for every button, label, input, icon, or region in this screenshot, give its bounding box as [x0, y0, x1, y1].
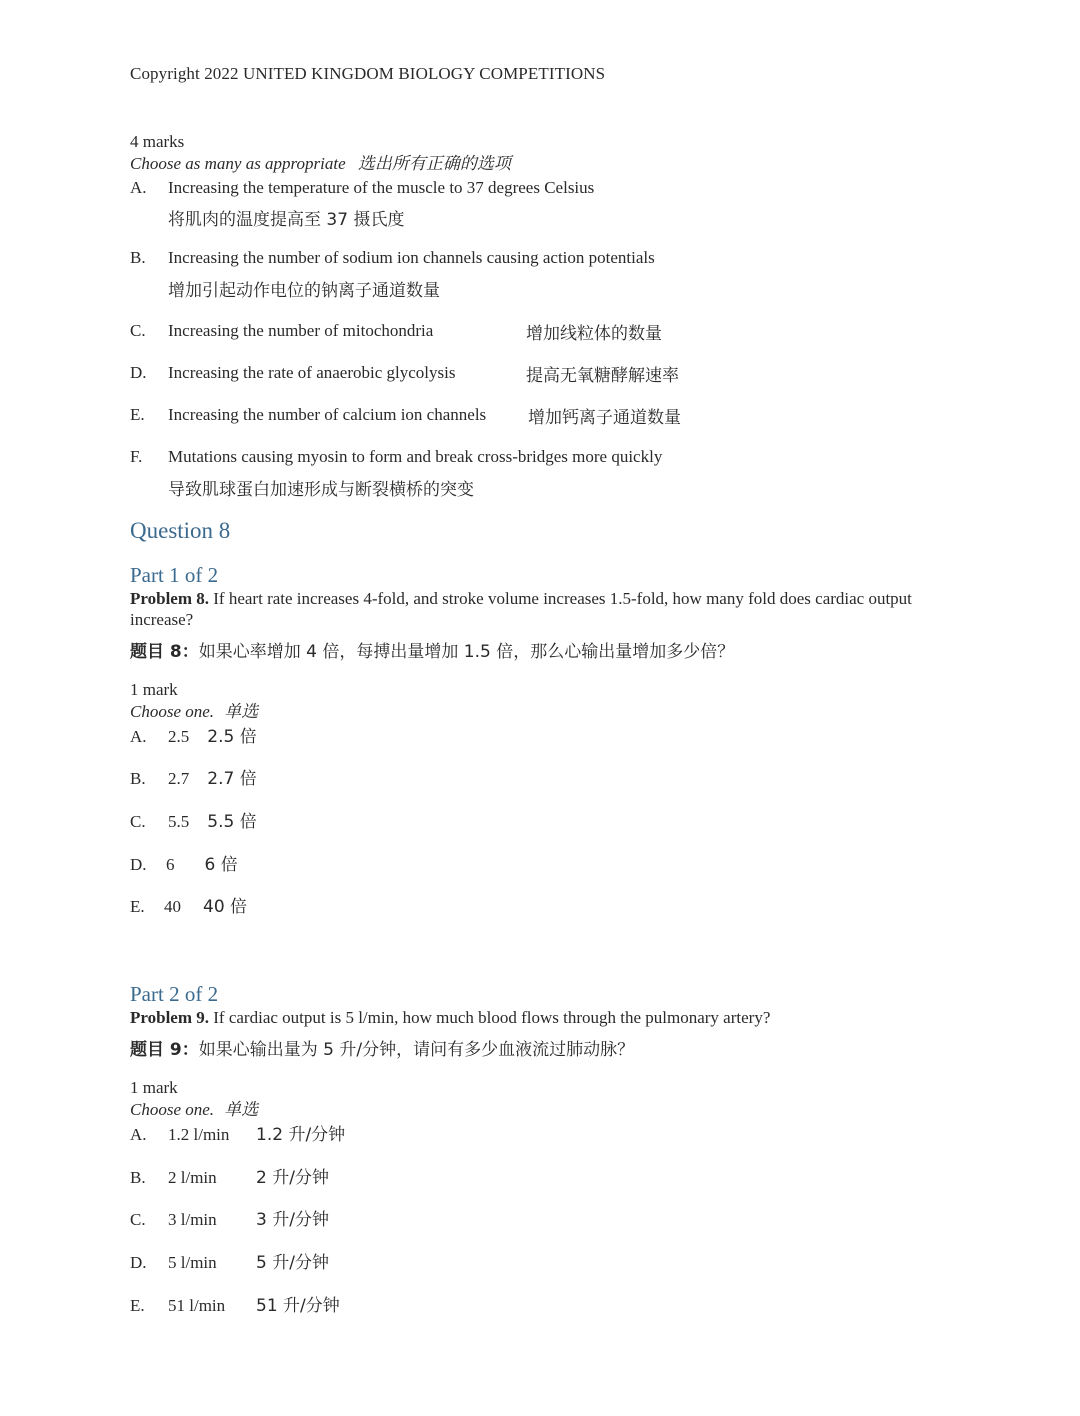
- option-text-en: 5.5: [168, 812, 190, 831]
- option-text-en: 2.7: [168, 769, 190, 788]
- instruction-cn: 单选: [224, 1100, 259, 1120]
- option-letter: C.: [130, 812, 146, 831]
- q8-part2-marks: 1 mark: [130, 1078, 178, 1097]
- q7-option-a-cn: 将肌肉的温度提高至 37 摄氏度: [168, 210, 405, 230]
- q7-marks: 4 marks: [130, 132, 185, 151]
- problem-8-text-cn: [130, 637, 734, 662]
- option-text-en: Increasing the number of calcium ion channels: [168, 405, 487, 424]
- p8-option-d[interactable]: [130, 854, 238, 876]
- q7-option-e[interactable]: [130, 404, 486, 426]
- option-text-cn: 5.5 倍: [207, 812, 257, 832]
- problem-8-body-cn: 如果心率增加 4 倍，每搏出量增加 1.5 倍，那么心输出量增加多少倍？: [198, 642, 735, 662]
- option-letter: D.: [130, 855, 147, 874]
- option-letter: A.: [130, 727, 147, 746]
- option-letter: C.: [130, 321, 146, 340]
- option-text-cn: 2.5 倍: [207, 727, 257, 747]
- q7-option-d[interactable]: [130, 362, 455, 384]
- p9-option-e[interactable]: [130, 1295, 340, 1317]
- option-text-en: 1.2 l/min: [168, 1125, 230, 1144]
- option-text-en: Increasing the number of mitochondria: [168, 321, 434, 340]
- q7-instruction-en: Choose as many as appropriate: [130, 154, 346, 173]
- q7-option-f-cn: 导致肌球蛋白加速形成与断裂横桥的突变: [168, 480, 474, 500]
- option-letter: C.: [130, 1210, 146, 1229]
- option-text-cn: 6 倍: [204, 855, 238, 875]
- q7-option-c[interactable]: [130, 320, 433, 342]
- option-letter: E.: [130, 1296, 145, 1315]
- problem-8-label-cn: 题目 8：: [130, 642, 199, 662]
- p8-option-e[interactable]: [130, 896, 247, 918]
- option-letter: A.: [130, 178, 147, 197]
- q7-option-d-cn: 提高无氧糖酵解速率: [526, 366, 679, 386]
- option-text-en: 6: [166, 855, 175, 874]
- q8-part1-instruction: [130, 701, 258, 723]
- option-letter: F.: [130, 447, 143, 466]
- option-text-cn: 3 升/分钟: [256, 1210, 329, 1230]
- option-text-en: Increasing the rate of anaerobic glycolysis: [168, 363, 456, 382]
- problem-9-text-cn: [130, 1035, 634, 1060]
- option-text-en: 2 l/min: [168, 1168, 217, 1187]
- option-text-en: Mutations causing myosin to form and break cross-bridges more quickly: [168, 447, 663, 466]
- option-text-en: 51 l/min: [168, 1296, 226, 1315]
- problem-9-label: Problem 9.: [130, 1008, 210, 1027]
- option-text-en: 40: [164, 897, 181, 916]
- option-letter: D.: [130, 1253, 147, 1272]
- option-text-cn: 5 升/分钟: [256, 1253, 329, 1273]
- q8-part1-marks: 1 mark: [130, 680, 178, 699]
- option-letter: E.: [130, 405, 145, 424]
- problem-8-label: Problem 8.: [130, 589, 210, 608]
- option-letter: B.: [130, 1168, 146, 1187]
- option-text-en: Increasing the temperature of the muscle to 37 degrees Celsius: [168, 178, 595, 197]
- option-text-en: 3 l/min: [168, 1210, 217, 1229]
- q7-option-c-cn: 增加线粒体的数量: [526, 324, 662, 344]
- p9-option-c[interactable]: [130, 1209, 329, 1231]
- option-letter: E.: [130, 897, 145, 916]
- q7-instruction-cn: 选出所有正确的选项: [357, 154, 511, 174]
- p9-option-b[interactable]: [130, 1167, 329, 1189]
- p9-option-a[interactable]: [130, 1124, 345, 1146]
- option-text-cn: 1.2 升/分钟: [256, 1125, 346, 1145]
- copyright-header: Copyright 2022 UNITED KINGDOM BIOLOGY COMPETITIONS: [130, 64, 606, 83]
- instruction-en: Choose one.: [130, 1100, 215, 1119]
- part-2-title: Part 2 of 2: [130, 982, 219, 1006]
- option-text-cn: 40 倍: [203, 897, 248, 917]
- option-text-cn: 2 升/分钟: [256, 1168, 329, 1188]
- option-letter: B.: [130, 769, 146, 788]
- part-1-title: Part 1 of 2: [130, 563, 219, 587]
- option-letter: B.: [130, 248, 146, 267]
- problem-9-label-cn: 题目 9：: [130, 1040, 199, 1060]
- option-text-cn: 51 升/分钟: [256, 1296, 340, 1316]
- q7-option-a[interactable]: [130, 177, 594, 199]
- question-heading: Question 8: [130, 518, 231, 543]
- q7-option-b[interactable]: [130, 247, 655, 269]
- option-letter: A.: [130, 1125, 147, 1144]
- instruction-cn: 单选: [224, 702, 259, 722]
- problem-9-body-cn: 如果心输出量为 5 升/分钟，请问有多少血液流过肺动脉？: [198, 1040, 635, 1060]
- problem-9-text: [130, 1007, 930, 1028]
- option-letter: D.: [130, 363, 147, 382]
- p8-option-a[interactable]: [130, 726, 257, 748]
- option-text-en: Increasing the number of sodium ion channels causing action potentials: [168, 248, 655, 267]
- q7-option-b-cn: 增加引起动作电位的钠离子通道数量: [168, 281, 440, 301]
- instruction-en: Choose one.: [130, 702, 215, 721]
- q8-part2-instruction: [130, 1099, 258, 1121]
- problem-8-body: If heart rate increases 4-fold, and stroke volume increases 1.5-fold, how many fold does cardiac output increase?: [130, 589, 912, 629]
- p9-option-d[interactable]: [130, 1252, 329, 1274]
- q7-option-e-cn: 增加钙离子通道数量: [528, 408, 681, 428]
- p8-option-b[interactable]: [130, 768, 257, 790]
- problem-8-text: [130, 588, 930, 630]
- option-text-en: 5 l/min: [168, 1253, 217, 1272]
- problem-9-body: If cardiac output is 5 l/min, how much blood flows through the pulmonary artery?: [213, 1008, 771, 1027]
- q7-option-f[interactable]: [130, 446, 662, 468]
- option-text-cn: 2.7 倍: [207, 769, 257, 789]
- option-text-en: 2.5: [168, 727, 190, 746]
- q7-instruction: [130, 153, 511, 175]
- p8-option-c[interactable]: [130, 811, 257, 833]
